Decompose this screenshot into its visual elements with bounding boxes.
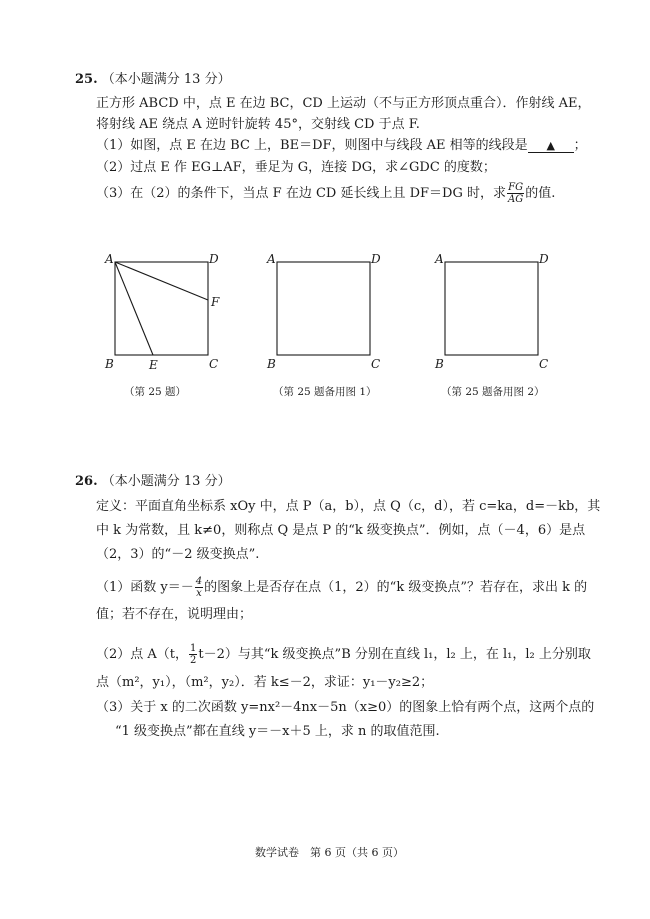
q25-stem-line2: 将射线 AE 绕点 A 逆时针旋转 45°，交射线 CD 于点 F. [96,117,420,132]
q25-header [75,72,231,88]
q26-part2-line2: 点（m²，y₁），（m²，y₂）．若 k≤－2，求证：y₁－y₂≥2； [96,675,434,690]
q25-part3-text: （3）在（2）的条件下，当点 F 在边 CD 延长线上且 DF＝DG 时，求 [96,186,506,201]
fig2-label-d: D [371,252,381,266]
fig1-label-b: B [105,357,114,371]
q26-number: 26. [75,474,98,489]
fig1-label-c: C [209,357,219,371]
q26-part2-b: t－2）与其“k 级变换点”B 分别在直线 l₁，l₂ 上，在 l₁，l₂ 上分别取 [198,647,591,662]
q26-part2-frac-den: 2 [190,655,197,666]
q25-part3-fraction [507,182,524,205]
q26-part2 [96,643,591,666]
page-footer: 数学试卷 第 6 页（共 6 页） [255,846,404,859]
figure-backup-1 [277,262,370,355]
q25-figures [95,245,565,380]
fig1-label-f: F [211,295,220,309]
q26-part2-frac-num: 1 [190,643,197,654]
q26-part1-frac-den: x [196,588,202,599]
square-backup-1 [277,262,370,355]
q25-score: （本小题满分 13 分） [101,72,231,87]
q25-part3-frac-den: AG [507,194,524,205]
q26-header [75,474,231,490]
fig2-label-a: A [267,252,276,266]
q26-part1-a: （1）函数 y＝－ [96,580,194,595]
q26-def-line3: （2，3）的“－2 级变换点”. [96,547,260,562]
q25-part1-blank: ▲ [528,140,574,153]
q26-part3-line1: （3）关于 x 的二次函数 y=nx²－4nx－5n（x≥0）的图象上恰有两个点，这两个点的 [96,700,595,715]
q25-part3 [96,182,555,205]
q26-def-line2: 中 k 为常数，且 k≠0，则称点 Q 是点 P 的“k 级变换点”．例如，点（－4，6）是点 [96,523,586,538]
fig1-label-d: D [209,252,219,266]
q25-part3-frac-num: FG [508,182,524,193]
fig3-label-d: D [539,252,549,266]
figure-main [115,262,208,355]
fig3-caption: （第 25 题备用图 2） [441,386,545,398]
segment-af [115,262,208,300]
q26-part1 [96,576,587,599]
segment-ae [115,262,153,355]
q26-def-line1: 定义：平面直角坐标系 xOy 中，点 P（a，b），点 Q（c，d），若 c=ka，d=－kb，其 [96,499,601,514]
fig2-label-c: C [371,357,381,371]
q25-part1-text: （1）如图，点 E 在边 BC 上，BE＝DF，则图中与线段 AE 相等的线段是 [96,138,528,153]
square-abcd [115,262,208,355]
q26-part2-fraction [189,643,197,666]
q25-number: 25. [75,72,98,87]
fig3-label-a: A [435,252,444,266]
q25-part3-end: 的值. [525,186,556,201]
fig3-label-b: B [435,357,444,371]
fig1-caption: （第 25 题） [124,386,187,398]
fig2-caption: （第 25 题备用图 1） [273,386,377,398]
q26-score: （本小题满分 13 分） [101,474,231,489]
square-backup-2 [445,262,538,355]
q26-part1-fraction [195,576,203,599]
q26-part1-line2: 值；若不存在，说明理由； [96,607,253,622]
q25-part1 [96,138,587,154]
q26-part1-frac-num: 4 [195,576,203,587]
q25-part1-end: ； [573,138,587,153]
fig1-label-e: E [149,358,158,372]
q25-stem-line1: 正方形 ABCD 中，点 E 在边 BC，CD 上运动（不与正方形顶点重合）．作射线 AE， [96,96,591,111]
q26-part3-line2: “1 级变换点”都在直线 y＝－x＋5 上，求 n 的取值范围. [115,724,440,739]
fig3-label-c: C [539,357,549,371]
q26-part1-b: 的图象上是否存在点（1，2）的“k 级变换点”？若存在，求出 k 的 [204,580,588,595]
q26-part2-a: （2）点 A（t， [96,647,189,662]
fig1-label-a: A [105,252,114,266]
figure-backup-2 [445,262,538,355]
q25-part2: （2）过点 E 作 EG⊥AF，垂足为 G，连接 DG，求∠GDC 的度数； [96,160,496,175]
fig2-label-b: B [267,357,276,371]
